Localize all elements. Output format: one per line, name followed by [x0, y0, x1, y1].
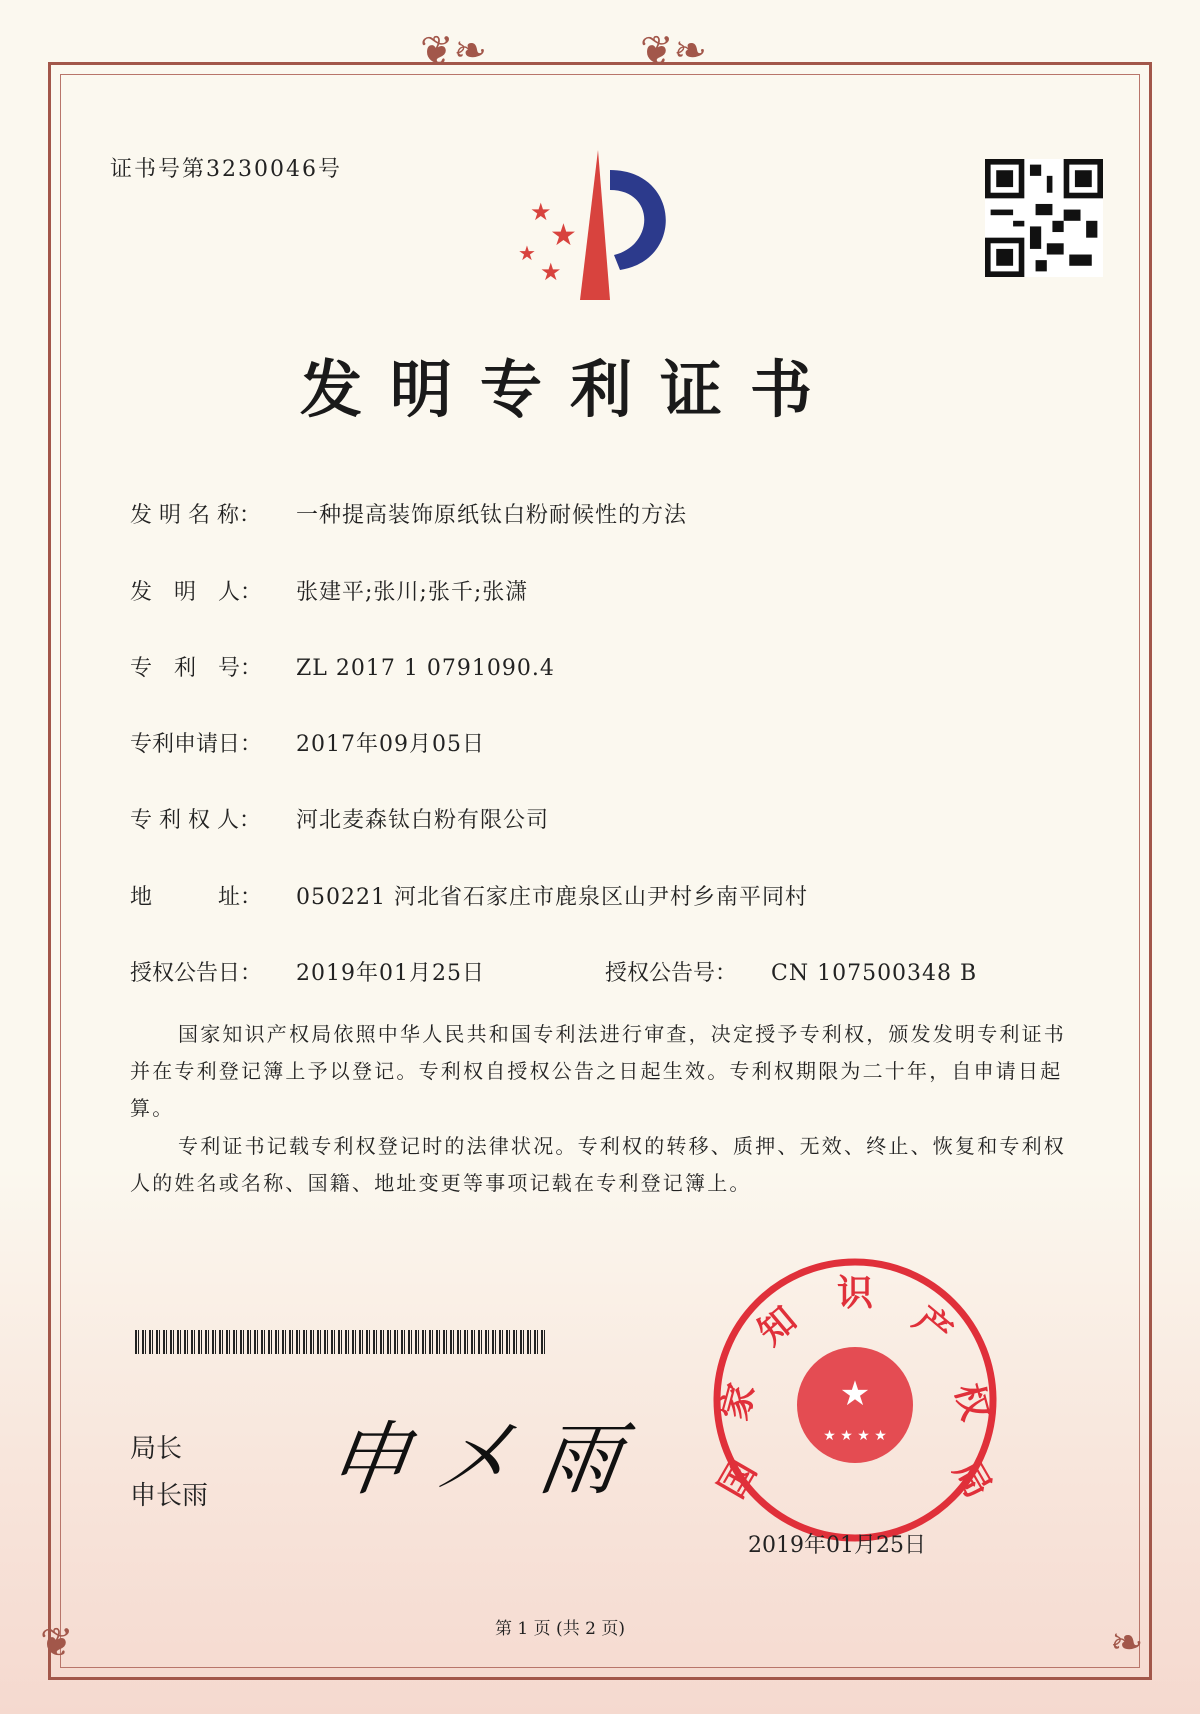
field-value: 050221 河北省石家庄市鹿泉区山尹村乡南平同村: [296, 885, 808, 910]
statement-paragraph: 国家知识产权局依照中华人民共和国专利法进行审查，决定授予专利权，颁发发明专利证书并在专利登记簿上予以登记。专利权自授权公告之日起生效。专利权期限为二十年，自申请日起算。: [130, 1022, 1066, 1120]
svg-text:局: 局: [945, 1452, 1000, 1506]
svg-text:识: 识: [836, 1272, 874, 1314]
svg-text:权: 权: [946, 1379, 997, 1425]
svg-text:★: ★: [550, 218, 577, 253]
field-value: CN 107500348 B: [771, 961, 978, 986]
signatory-name: 申长雨: [130, 1481, 209, 1511]
svg-text:★: ★: [839, 1374, 871, 1414]
svg-text:★: ★: [530, 198, 552, 226]
patent-office-logo-icon: [510, 150, 700, 300]
field-inventors: [130, 575, 528, 606]
page-indicator: 第 1 页 (共 2 页): [495, 1619, 625, 1639]
certificate-title: 发明专利证书: [300, 353, 841, 426]
field-label: 授权公告日：: [130, 961, 263, 986]
field-value: 一种提高装饰原纸钛白粉耐候性的方法: [296, 503, 688, 528]
svg-text:知: 知: [749, 1298, 805, 1354]
field-label: 专 利 权 人：: [130, 808, 261, 833]
field-value: ZL 2017 1 0791090.4: [296, 656, 555, 681]
ornament-bottom-right: ❧: [1110, 1620, 1144, 1666]
field-label: 地 址：: [130, 885, 263, 910]
field-announcement-number: [605, 956, 977, 987]
field-value: 张建平;张川;张千;张潇: [296, 580, 529, 605]
field-label: 发 明 人：: [130, 580, 263, 605]
field-label: 授权公告号：: [605, 961, 738, 986]
ornament-top-right: ❦❧: [640, 28, 708, 74]
svg-text:产: 产: [905, 1298, 961, 1354]
field-grant-date: [130, 956, 485, 987]
svg-text:★: ★: [540, 258, 562, 286]
barcode: [135, 1330, 545, 1354]
field-value: 河北麦森钛白粉有限公司: [296, 808, 550, 833]
field-application-date: [130, 727, 485, 758]
field-address: [130, 880, 808, 911]
handwritten-signature: 申 㐅 雨: [322, 1413, 627, 1506]
svg-text:★ ★ ★ ★: ★ ★ ★ ★: [823, 1428, 887, 1444]
ornament-bottom-left: ❦: [40, 1620, 74, 1666]
svg-text:国: 国: [710, 1452, 765, 1506]
field-label: 发 明 名 称：: [130, 503, 261, 528]
field-invention-name: [130, 498, 687, 529]
svg-text:★: ★: [518, 241, 536, 265]
field-label: 专 利 号：: [130, 656, 263, 681]
field-patentee: [130, 803, 549, 834]
svg-text:家: 家: [713, 1379, 764, 1425]
seal-date: 2019年01月25日: [748, 1533, 926, 1558]
field-patent-number: [130, 651, 555, 682]
qr-code: [985, 158, 1103, 278]
official-seal: [710, 1255, 1000, 1545]
statement-paragraph: 专利证书记载专利权登记时的法律状况。专利权的转移、质押、无效、终止、恢复和专利权人的姓名或名称、国籍、地址变更等事项记载在专利登记簿上。: [130, 1134, 1066, 1195]
field-label: 专利申请日：: [130, 732, 263, 757]
ornament-top-left: ❦❧: [420, 28, 488, 74]
certificate-number: 证书号第3230046号: [110, 157, 342, 182]
signatory-title: 局长: [130, 1434, 183, 1464]
field-value: 2019年01月25日: [296, 961, 485, 986]
field-value: 2017年09月05日: [296, 732, 485, 757]
